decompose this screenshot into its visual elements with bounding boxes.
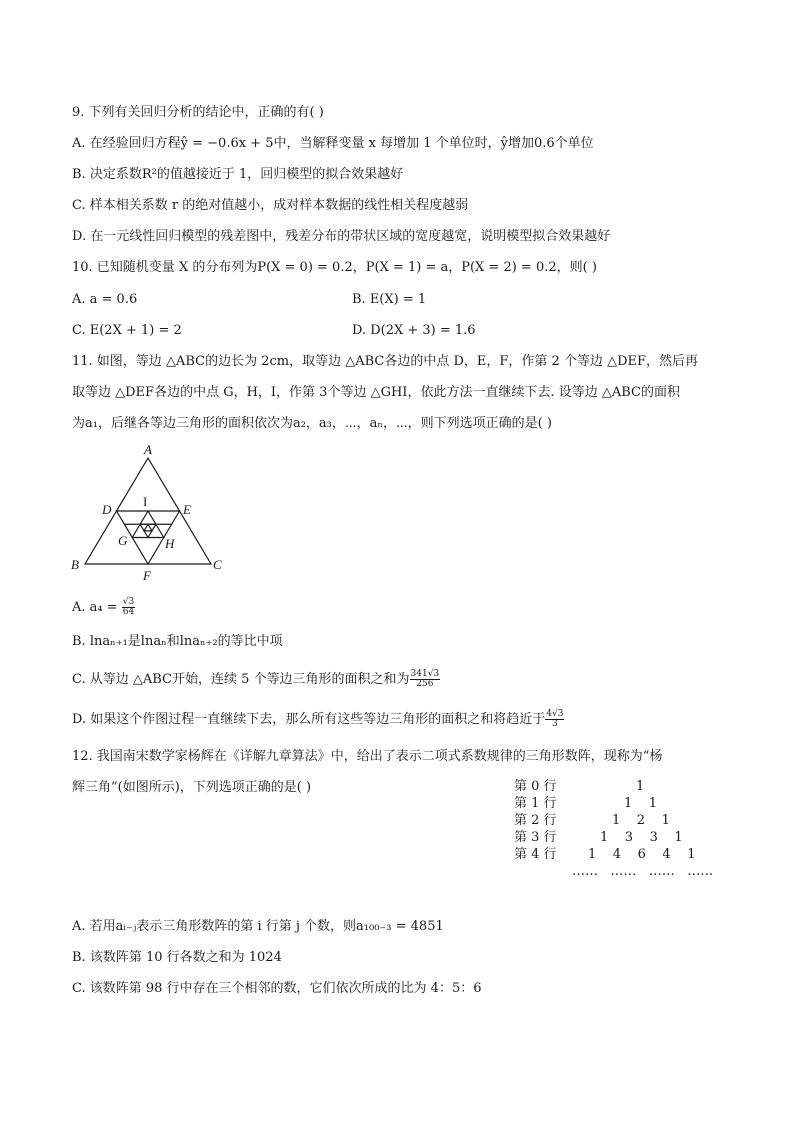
fraction-denominator: 64 — [122, 607, 135, 617]
label-g: G — [118, 533, 128, 548]
q11-option-d — [72, 710, 564, 729]
q11-option-a — [72, 598, 135, 617]
q10-option-b: B. E(X) = 1 — [352, 292, 427, 307]
label-e: E — [183, 502, 191, 517]
q11-option-d-fraction — [545, 710, 564, 729]
q10-option-d: D. D(2X + 3) = 1.6 — [352, 323, 476, 338]
q11-stem-line3: 为a₁，后继各等边三角形的面积依次为a₂，a₃，⋯，aₙ，⋯，则下列选项正确的是( ) — [72, 416, 552, 431]
row-numbers: 1 1 — [624, 796, 658, 811]
q12-stem-line1: 12. 我国南宋数学家杨辉在《详解九章算法》中，给出了表示二项式系数规律的三角形数阵，现称为“杨 — [72, 749, 663, 764]
row-numbers: 1 3 3 1 — [600, 830, 683, 845]
q10-stem: 10. 已知随机变量 X 的分布列为P(X = 0) = 0.2，P(X = 1) = a，P(X = 2) = 0.2，则( ) — [72, 260, 597, 275]
q9-option-c: C. 样本相关系数 r 的绝对值越小，成对样本数据的线性相关程度越弱 — [72, 198, 469, 213]
fraction-numerator: √3 — [122, 597, 135, 607]
q11-stem-line1: 11. 如图，等边 △ABC的边长为 2cm，取等边 △ABC各边的中点 D，E，F，作第 2 个等边 △DEF，然后再 — [72, 354, 698, 369]
row-ellipsis: …… …… …… …… — [572, 864, 714, 879]
label-c: C — [213, 557, 222, 572]
q12-stem-line2: 辉三角”(如图所示)，下列选项正确的是( ) — [72, 780, 312, 795]
label-h: H — [165, 536, 175, 551]
row-label: 第 3 行 — [514, 830, 557, 845]
triangle-5 — [144, 524, 152, 531]
q9-option-a: A. 在经验回归方程ŷ = −0.6x + 5中，当解释变量 x 每增加 1 个单位时，ŷ增加0.6个单位 — [72, 136, 594, 151]
q12-option-a: A. 若用aᵢ₋ⱼ表示三角形数阵的第 i 行第 j 个数，则a₁₀₀₋₃ = 4851 — [72, 919, 444, 934]
q10-option-c: C. E(2X + 1) = 2 — [72, 323, 182, 338]
q11-stem-line2: 取等边 △DEF各边的中点 G，H，I，作第 3个等边 △GHI，依此方法一直继续下去. 设等边 △ABC的面积 — [72, 385, 680, 400]
label-i: I — [143, 494, 148, 509]
row-label: 第 0 行 — [514, 779, 557, 794]
q11-option-c-fraction — [410, 670, 441, 689]
row-numbers: 1 — [636, 779, 645, 794]
label-d: D — [102, 502, 112, 517]
q11-option-c — [72, 670, 440, 689]
nested-triangles-figure — [66, 440, 236, 590]
fraction-numerator: 4√3 — [546, 709, 564, 719]
row-label: 第 1 行 — [514, 796, 557, 811]
q11-option-a-fraction — [122, 598, 135, 617]
q12-option-b: B. 该数阵第 10 行各数之和为 1024 — [72, 950, 282, 965]
row-numbers: 1 2 1 — [612, 813, 670, 828]
q11-option-a-text: A. a₄ = — [72, 600, 122, 615]
row-numbers: 1 4 6 4 1 — [588, 847, 696, 862]
q10-option-a: A. a = 0.6 — [72, 292, 138, 307]
q9-stem: 9. 下列有关回归分析的结论中，正确的有( ) — [72, 105, 324, 120]
q11-option-b: B. lnaₙ₊₁是lnaₙ和lnaₙ₊₂的等比中项 — [72, 634, 283, 649]
fraction-denominator: 3 — [551, 719, 558, 729]
row-label: 第 4 行 — [514, 847, 557, 862]
label-a: A — [144, 442, 152, 457]
q12-option-c: C. 该数阵第 98 行中存在三个相邻的数，它们依次所成的比为 4：5：6 — [72, 981, 482, 996]
q11-option-c-text: C. 从等边 △ABC开始，连续 5 个等边三角形的面积之和为 — [72, 672, 410, 687]
label-f: F — [143, 568, 151, 583]
fraction-denominator: 256 — [416, 679, 434, 689]
label-b: B — [71, 557, 79, 572]
row-label: 第 2 行 — [514, 813, 557, 828]
q9-option-d: D. 在一元线性回归模型的残差图中，残差分布的带状区域的宽度越宽，说明模型拟合效果越好 — [72, 229, 611, 244]
q11-option-d-text: D. 如果这个作图过程一直继续下去，那么所有这些等边三角形的面积之和将趋近于 — [72, 712, 546, 727]
q9-option-b: B. 决定系数R²的值越接近于 1，回归模型的拟合效果越好 — [72, 167, 404, 182]
fraction-numerator: 341√3 — [410, 669, 440, 679]
